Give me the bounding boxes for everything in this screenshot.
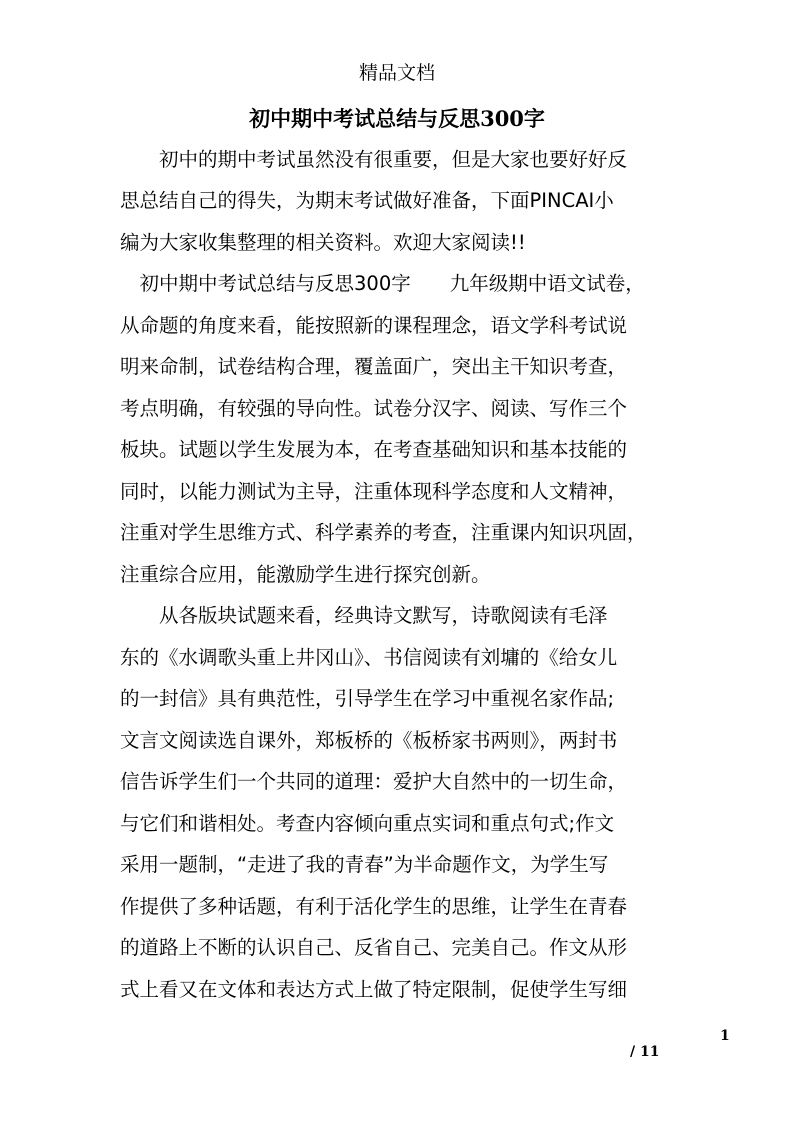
body-line: 东的《水调歌头重上井冈山》、书信阅读有刘墉的《给女儿 — [120, 646, 618, 669]
body-line: 思总结自己的得失，为期末考试做好准备，下面PINCAI小 — [120, 189, 614, 212]
body-line: 初中期中考试总结与反思300字 九年级期中语文试卷， — [120, 272, 645, 295]
body-line: 板块。试题以学生发展为本，在考查基础知识和基本技能的 — [120, 438, 628, 461]
page-total: / 11 — [630, 1044, 660, 1060]
body-line: 采用一题制，“走进了我的青春”为半命题作文，为学生写 — [120, 853, 609, 876]
body-line: 注重综合应用，能激励学生进行探究创新。 — [120, 563, 491, 586]
body-line: 的道路上不断的认识自己、反省自己、完美自己。作文从形 — [120, 936, 628, 959]
body-line: 初中的期中考试虽然没有很重要，但是大家也要好好反 — [120, 148, 628, 171]
body-line: 信告诉学生们一个共同的道理：爱护大自然中的一切生命， — [120, 770, 628, 793]
body-line: 考点明确，有较强的导向性。试卷分汉字、阅读、写作三个 — [120, 397, 628, 420]
body-line: 注重对学生思维方式、科学素养的考查，注重课内知识巩固， — [120, 521, 647, 544]
body-line: 作提供了多种话题，有利于活化学生的思维，让学生在青春 — [120, 895, 628, 918]
body-line: 编为大家收集整理的相关资料。欢迎大家阅读!! — [120, 231, 526, 254]
body-line: 与它们和谐相处。考查内容倾向重点实词和重点句式;作文 — [120, 812, 615, 835]
body-line: 文言文阅读选自课外，郑板桥的《板桥家书两则》，两封书 — [120, 729, 618, 752]
body-line: 从命题的角度来看，能按照新的课程理念，语文学科考试说 — [120, 314, 628, 337]
page-number: 1 — [720, 1028, 730, 1044]
body-line: 同时，以能力测试为主导，注重体现科学态度和人文精神， — [120, 480, 628, 503]
document-title: 初中期中考试总结与反思300字 — [249, 106, 545, 131]
body-line: 明来命制，试卷结构合理，覆盖面广，突出主干知识考查， — [120, 355, 628, 378]
body-line: 式上看又在文体和表达方式上做了特定限制，促使学生写细 — [120, 978, 628, 1001]
body-line: 的一封信》具有典范性，引导学生在学习中重视名家作品; — [120, 687, 615, 710]
body-line: 从各版块试题来看，经典诗文默写，诗歌阅读有毛泽 — [120, 604, 608, 627]
header-label: 精品文档 — [358, 62, 435, 84]
